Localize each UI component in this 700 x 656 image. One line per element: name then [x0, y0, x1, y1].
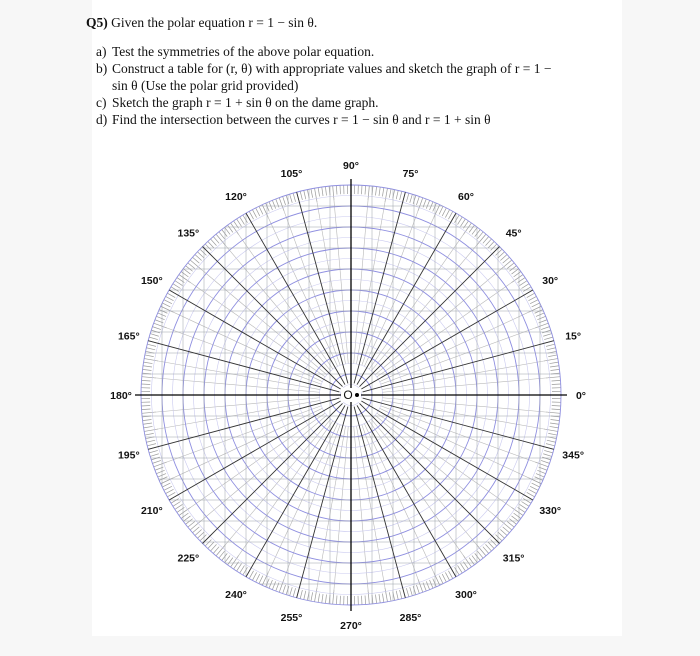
rim-tick: [477, 551, 483, 558]
rim-tick: [410, 587, 413, 596]
angle-label: 150°: [141, 275, 163, 287]
rim-tick: [475, 230, 481, 237]
rim-tick: [389, 189, 391, 198]
rim-tick: [193, 257, 200, 263]
angle-label: 15°: [565, 330, 581, 342]
angle-label: 60°: [458, 191, 474, 203]
rim-tick: [219, 551, 225, 558]
rim-tick: [142, 412, 156, 413]
rim-tick: [416, 585, 419, 594]
rim-tick: [551, 369, 560, 370]
rim-tick: [183, 269, 190, 274]
major-spoke: [363, 341, 554, 392]
rim-tick: [551, 419, 560, 420]
rim-tick: [256, 208, 260, 216]
rim-tick: [514, 272, 521, 277]
rim-tick: [521, 502, 529, 507]
rim-tick: [426, 581, 429, 589]
rim-tick: [318, 594, 319, 603]
rim-tick: [382, 594, 383, 603]
minor-spoke: [371, 419, 478, 547]
minor-spoke: [199, 415, 327, 522]
rim-tick: [142, 380, 151, 381]
angle-label: 165°: [118, 330, 140, 342]
rim-tick: [266, 203, 270, 211]
rim-tick: [322, 594, 323, 603]
rim-tick: [527, 492, 535, 496]
rim-tick: [156, 470, 164, 473]
rim-tick: [400, 191, 402, 200]
rim-tick: [501, 260, 512, 269]
rim-tick: [266, 579, 270, 587]
rim-tick: [283, 585, 286, 594]
rim-tick: [210, 239, 216, 246]
minor-spoke: [224, 419, 331, 547]
rim-tick: [547, 440, 556, 442]
rim-tick: [175, 504, 183, 509]
rim-tick: [488, 542, 494, 549]
question-prompt: Given the polar equation r = 1 − sin θ.: [111, 15, 317, 30]
rim-tick: [164, 300, 172, 304]
rim-tick: [442, 574, 446, 582]
rim-tick: [543, 334, 552, 337]
rim-tick: [144, 362, 153, 363]
rim-tick: [469, 225, 474, 232]
rim-tick: [162, 483, 170, 487]
angle-label: 345°: [562, 450, 584, 462]
rim-tick: [433, 203, 437, 211]
rim-tick: [228, 225, 233, 232]
rim-tick: [379, 187, 380, 196]
rim-tick: [222, 553, 228, 560]
rim-tick: [455, 215, 460, 223]
rim-tick: [483, 237, 489, 244]
rim-tick: [512, 269, 519, 274]
rim-tick: [442, 208, 446, 216]
rim-tick: [542, 330, 551, 333]
angle-label: 75°: [403, 168, 419, 180]
rim-tick: [145, 355, 154, 357]
rim-tick: [507, 521, 514, 527]
rim-tick: [546, 412, 560, 413]
rim-tick: [240, 217, 245, 225]
rim-tick: [150, 454, 159, 457]
rim-tick: [300, 590, 302, 599]
rim-tick: [396, 591, 398, 600]
rim-tick: [188, 263, 195, 269]
major-spoke: [297, 407, 348, 598]
rim-tick: [541, 460, 550, 463]
rim-tick: [535, 310, 543, 314]
rim-tick: [523, 287, 531, 292]
rim-tick: [498, 532, 505, 538]
rim-tick: [164, 486, 172, 490]
rim-tick: [514, 513, 521, 518]
rim-tick: [550, 426, 559, 427]
rim-tick: [547, 348, 556, 350]
rim-tick: [240, 565, 245, 573]
rim-tick: [546, 444, 555, 446]
rim-tick: [448, 571, 452, 579]
rim-tick: [256, 574, 260, 582]
rim-tick: [325, 595, 326, 604]
rim-tick: [532, 483, 540, 487]
rim-tick: [544, 429, 558, 431]
rim-tick: [151, 457, 160, 460]
rim-tick: [249, 571, 253, 579]
rim-tick: [286, 195, 289, 204]
rim-tick: [512, 516, 519, 521]
rim-tick: [186, 266, 193, 272]
rim-tick: [195, 254, 202, 260]
origin-point: [355, 393, 359, 397]
rim-tick: [145, 433, 154, 435]
rim-tick: [142, 409, 151, 410]
rim-tick: [488, 241, 494, 248]
rim-tick: [365, 596, 366, 605]
rim-tick: [150, 334, 159, 337]
rim-tick: [237, 219, 242, 227]
part-label: d): [96, 111, 107, 128]
rim-tick: [186, 519, 193, 525]
rim-tick: [197, 252, 204, 258]
angle-label: 270°: [340, 620, 362, 632]
angle-label: 120°: [225, 191, 247, 203]
major-spoke: [354, 192, 405, 383]
rim-tick: [550, 423, 559, 424]
rim-tick: [272, 581, 275, 589]
rim-tick: [213, 547, 219, 554]
rim-tick: [195, 529, 202, 535]
rim-tick: [252, 210, 256, 218]
angle-label: 135°: [178, 227, 200, 239]
rim-tick: [439, 576, 443, 584]
rim-tick: [548, 355, 557, 357]
rim-tick: [143, 419, 152, 420]
rim-tick: [550, 366, 559, 367]
rim-tick: [336, 186, 337, 195]
rim-tick: [225, 227, 230, 234]
rim-tick: [166, 489, 174, 493]
rim-tick: [293, 588, 295, 597]
rim-tick: [318, 188, 319, 197]
rim-tick: [544, 359, 558, 361]
part-label: c): [96, 94, 107, 111]
rim-tick: [521, 284, 529, 289]
rim-tick: [520, 504, 528, 509]
rim-tick: [375, 595, 376, 604]
rim-tick: [190, 260, 201, 269]
rim-tick: [498, 252, 505, 258]
rim-tick: [149, 337, 158, 339]
rim-tick: [219, 232, 225, 239]
part-label: b): [96, 60, 107, 77]
part-text: Construct a table for (r, θ) with appropriate values and sketch the graph of r = 1 −: [112, 61, 552, 76]
rim-tick: [528, 489, 536, 493]
rim-tick: [259, 206, 263, 214]
rim-tick: [197, 532, 204, 538]
rim-tick: [243, 215, 248, 223]
rim-tick: [483, 547, 489, 554]
rim-tick: [193, 527, 200, 533]
rim-tick: [433, 579, 437, 587]
rim-tick: [142, 377, 156, 378]
angle-label: 315°: [503, 553, 525, 565]
rim-tick: [546, 377, 560, 378]
rim-tick: [396, 190, 398, 199]
rim-tick: [455, 567, 460, 575]
minor-spoke: [375, 268, 503, 375]
angle-label: 210°: [141, 505, 163, 517]
rim-tick: [151, 330, 160, 333]
rim-tick: [413, 195, 416, 204]
rim-tick: [520, 281, 528, 286]
rim-tick: [293, 193, 295, 202]
rim-tick: [528, 296, 536, 300]
part-text: Find the intersection between the curves r = 1 − sin θ and r = 1 + sin θ: [112, 112, 491, 127]
rim-tick: [537, 470, 545, 473]
minor-spoke: [224, 243, 331, 371]
rim-tick: [445, 210, 449, 218]
part-text: sin θ (Use the polar grid provided): [112, 78, 298, 93]
rim-tick: [527, 293, 535, 297]
rim-tick: [159, 310, 167, 314]
angle-label: 255°: [281, 612, 303, 624]
rim-tick: [325, 187, 326, 196]
part-text: Test the symmetries of the above polar equation.: [112, 44, 374, 59]
rim-tick: [162, 303, 170, 307]
rim-tick: [300, 191, 302, 200]
rim-tick: [400, 590, 402, 599]
rim-tick: [259, 576, 263, 584]
rim-tick: [228, 558, 233, 565]
rim-tick: [144, 429, 158, 431]
rim-tick: [552, 380, 561, 381]
rim-tick: [333, 186, 334, 200]
rim-tick: [485, 239, 491, 246]
rim-tick: [216, 234, 225, 245]
rim-tick: [523, 499, 531, 504]
rim-tick: [552, 409, 561, 410]
rim-tick: [475, 553, 481, 560]
rim-tick: [333, 590, 334, 604]
rim-tick: [385, 588, 387, 602]
rim-tick: [222, 230, 228, 237]
rim-tick: [149, 450, 158, 452]
rim-tick: [503, 527, 510, 533]
rim-tick: [290, 194, 293, 203]
rim-tick: [152, 460, 161, 463]
angle-label: 105°: [281, 168, 303, 180]
origin-label: O: [343, 388, 352, 402]
rim-tick: [237, 564, 242, 572]
rim-tick: [544, 450, 553, 452]
rim-tick: [477, 545, 486, 556]
rim-tick: [272, 200, 275, 208]
rim-tick: [210, 544, 216, 551]
part-text: Sketch the graph r = 1 + sin θ on the dame graph.: [112, 95, 379, 110]
rim-tick: [365, 186, 366, 195]
rim-tick: [208, 241, 214, 248]
angle-label: 195°: [118, 450, 140, 462]
rim-tick: [477, 234, 486, 245]
rim-tick: [503, 257, 510, 263]
rim-tick: [336, 596, 337, 605]
part-label: a): [96, 43, 107, 60]
rim-tick: [375, 187, 376, 196]
rim-tick: [147, 444, 156, 446]
rim-tick: [143, 369, 152, 370]
rim-tick: [171, 499, 179, 504]
rim-tick: [167, 492, 175, 496]
angle-label: 285°: [400, 612, 422, 624]
rim-tick: [311, 189, 313, 198]
rim-tick: [530, 300, 538, 304]
rim-tick: [544, 337, 553, 339]
rim-tick: [485, 544, 491, 551]
rim-tick: [144, 426, 153, 427]
rim-tick: [368, 590, 369, 604]
rim-tick: [389, 592, 391, 601]
minor-spoke: [375, 415, 503, 522]
rim-tick: [507, 263, 514, 269]
rim-tick: [167, 293, 175, 297]
rim-tick: [190, 521, 201, 530]
rim-tick: [458, 565, 463, 573]
major-spoke: [354, 407, 405, 598]
angle-label: 300°: [455, 589, 477, 601]
rim-tick: [501, 521, 512, 530]
rim-tick: [252, 572, 256, 580]
rim-tick: [445, 572, 449, 580]
rim-tick: [460, 564, 465, 572]
angle-label: 45°: [506, 227, 522, 239]
rim-tick: [448, 211, 452, 219]
minor-spoke: [199, 268, 327, 375]
rim-tick: [379, 594, 380, 603]
angle-label: 240°: [225, 589, 247, 601]
rim-tick: [181, 513, 188, 518]
angle-label: 0°: [576, 390, 586, 402]
rim-tick: [322, 187, 323, 196]
rim-tick: [213, 237, 219, 244]
rim-tick: [290, 587, 293, 596]
angle-label: 180°: [110, 390, 132, 402]
rim-tick: [181, 272, 188, 277]
rim-tick: [382, 188, 383, 197]
rim-tick: [156, 316, 164, 319]
rim-tick: [416, 196, 419, 205]
rim-tick: [208, 542, 214, 549]
rim-tick: [283, 196, 286, 205]
rim-tick: [286, 586, 289, 595]
rim-tick: [541, 327, 550, 330]
rim-tick: [532, 303, 540, 307]
rim-tick: [175, 281, 183, 286]
rim-tick: [472, 556, 477, 563]
angle-label: 90°: [343, 160, 359, 172]
rim-tick: [315, 588, 317, 602]
rim-tick: [188, 521, 195, 527]
rim-tick: [426, 200, 429, 208]
angle-label: 330°: [539, 505, 561, 517]
major-spoke: [148, 341, 339, 392]
rim-tick: [173, 284, 181, 289]
rim-tick: [439, 206, 443, 214]
major-spoke: [148, 398, 339, 449]
major-spoke: [363, 398, 554, 449]
rim-tick: [530, 486, 538, 490]
rim-tick: [385, 188, 387, 202]
rim-tick: [159, 477, 167, 481]
rim-tick: [304, 591, 306, 600]
rim-tick: [472, 227, 477, 234]
rim-tick: [143, 366, 152, 367]
rim-tick: [406, 193, 408, 202]
rim-tick: [458, 217, 463, 225]
major-spoke: [297, 192, 348, 383]
rim-tick: [469, 558, 474, 565]
rim-tick: [500, 254, 507, 260]
rim-tick: [152, 327, 161, 330]
rim-tick: [315, 188, 317, 202]
rim-tick: [146, 348, 155, 350]
rim-tick: [500, 529, 507, 535]
rim-tick: [543, 454, 552, 457]
rim-tick: [413, 586, 416, 595]
rim-tick: [460, 219, 465, 227]
angle-label: 225°: [178, 553, 200, 565]
rim-tick: [143, 423, 152, 424]
rim-tick: [477, 232, 483, 239]
rim-tick: [183, 516, 190, 521]
rim-tick: [537, 316, 545, 319]
rim-tick: [243, 567, 248, 575]
rim-tick: [509, 266, 516, 272]
rim-tick: [535, 477, 543, 481]
rim-tick: [542, 457, 551, 460]
rim-tick: [311, 592, 313, 601]
rim-tick: [171, 287, 179, 292]
rim-tick: [410, 194, 413, 203]
rim-tick: [173, 502, 181, 507]
rim-tick: [548, 433, 557, 435]
rim-tick: [368, 186, 369, 200]
rim-tick: [216, 545, 225, 556]
rim-tick: [166, 296, 174, 300]
rim-tick: [406, 588, 408, 597]
rim-tick: [550, 362, 559, 363]
rim-tick: [304, 190, 306, 199]
rim-tick: [146, 440, 155, 442]
minor-spoke: [371, 243, 478, 371]
rim-tick: [509, 519, 516, 525]
question-number: Q5): [86, 15, 108, 30]
rim-tick: [249, 211, 253, 219]
angle-label: 30°: [542, 275, 558, 287]
rim-tick: [147, 344, 156, 346]
rim-tick: [546, 344, 555, 346]
rim-tick: [225, 556, 230, 563]
rim-tick: [144, 359, 158, 361]
